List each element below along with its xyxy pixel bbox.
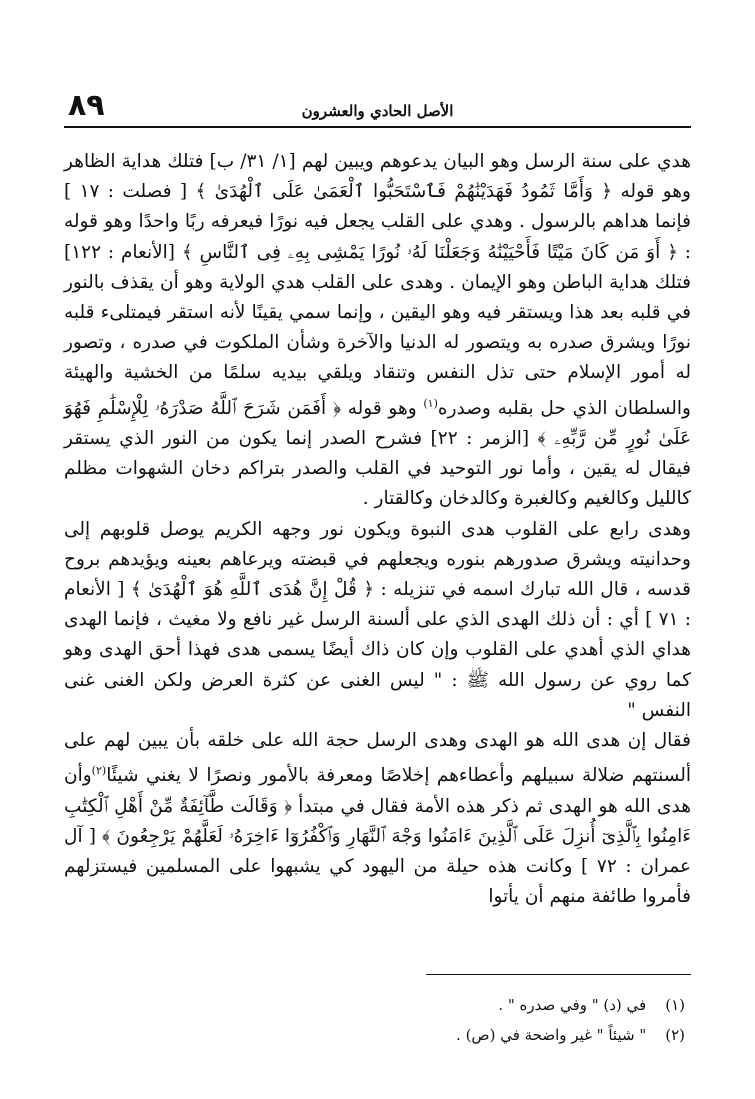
- paragraph-1-continued: وهو قوله ﴿ أَفَمَن شَرَحَ ٱللَّهُ صَدْرَهُۥ لِلْإِسْلَٰمِ فَهُوَ عَلَىٰ نُورٍ مِّن رَّبِّهِۦ ﴾ [الزمر : ٢٢] فشرح الصدر إنما يكون من النور الذي يستقر فيقال له يقين ، وأما نور التوحيد في القلب والصدر بتراكم دخان الشهوات مظلم كالليل وكالغيم وكالغبرة وكالدخان وكالقتار .: [64, 397, 691, 510]
- footnote-number: (٢): [665, 1026, 685, 1044]
- main-text: [64, 147, 691, 912]
- footnotes: [64, 990, 685, 1050]
- footnote-ref-1[interactable]: (١): [423, 396, 438, 410]
- paragraph-3-text: فقال إن هدى الله هو الهدى وهدى الرسل حجة الله على خلقه بأن يبين لهم على ألسنتهم ضلالة سبيلهم وأعطاءهم إخلاصًا ومعرفة بالأمور ونصرًا لا يغني شيئًا: [64, 730, 691, 787]
- footnote-number: (١): [665, 996, 685, 1014]
- footnote-text: في (د) " وفي صدره " .: [498, 996, 647, 1014]
- paragraph-1: [64, 147, 691, 515]
- paragraph-3: [64, 726, 691, 912]
- footnote-ref-2[interactable]: (٢): [91, 764, 107, 778]
- page-number: ٨٩: [68, 88, 105, 123]
- footnote-1: [64, 990, 685, 1020]
- footnote-text: " شيئاً " غير واضحة في (ص) .: [456, 1026, 647, 1044]
- footnote-divider: [426, 974, 691, 975]
- paragraph-1-text: هدي على سنة الرسل وهو البيان يدعوهم ويبين لهم [١/ ٣١/ ب] فتلك هداية الظاهر وهو قوله ﴿ وَأَمَّا ثَمُودُ فَهَدَيْنَٰهُمْ فَٱسْتَحَبُّوا ٱلْعَمَىٰ عَلَى ٱلْهُدَىٰ ﴾ [ فصلت : ١٧ ] فإنما هداهم بالرسول . وهدي على القلب يجعل فيه نورًا فيعرفه ربًا واحدًا وهو قوله : ﴿ أَوَ مَن كَانَ مَيْتًا فَأَحْيَيْنَٰهُ وَجَعَلْنَا لَهُۥ نُورًا يَمْشِى بِهِۦ فِى ٱلنَّاسِ ﴾ [الأنعام : ١٢٢] فتلك هداية الباطن وهو الإيمان . وهدى على القلب هدي الولاية وهو أن يقذف بالنور في قلبه بعد هذا ويستقر فيه وهو اليقين ، وإنما سمي يقينًا لأنه استقر فيمتلىء قلبه نورًا ويشرق صدره به ويتصور له الدنيا والآخرة وشأن الملكوت في صدره ، وتصور له أمور الإسلام حتى تذل النفس وتنقاد ويلقي بيديه سلمًا من الخشية والهيئة والسلطان الذي حل بقلبه وصدره: [64, 151, 691, 419]
- running-title: الأصل الحادي والعشرون: [301, 102, 454, 120]
- footnote-2: [64, 1020, 685, 1050]
- paragraph-2: وهدى رابع على القلوب هدى النبوة ويكون نور وجهه الكريم يوصل قلوبهم إلى وحدانيته ويشرق صدورهم بنوره ويجعلهم في قبضته ويرعاهم بعينه ويؤيدهم بروح قدسه ، قال الله تبارك اسمه في تنزيله : ﴿ قُلْ إِنَّ هُدَى ٱللَّهِ هُوَ ٱلْهُدَىٰ ﴾ [ الأنعام : ٧١ ] أي : أن ذلك الهدى الذي على ألسنة الرسل غير نافع ولا مغيث ، فإنما الهدى هداي الذي أهدي على القلوب وإن كان ذاك أيضًا يسمى هدى فهذا أحق الهدى وهو كما روي عن رسول الله ﷺ : " ليس الغنى عن كثرة العرض ولكن الغنى غنى النفس ": [64, 518, 691, 721]
- paragraph-3-continued: وأن هدى الله هو الهدى ثم ذكر هذه الأمة فقال في مبتدأ ﴿ وَقَالَت طَّآئِفَةٌ مِّنْ أَهْلِ ٱلْكِتَٰبِ ءَامِنُوا بِٱلَّذِىٓ أُنزِلَ عَلَى ٱلَّذِينَ ءَامَنُوا وَجْهَ ٱلنَّهَارِ وَٱكْفُرُوٓا ءَاخِرَهُۥ لَعَلَّهُمْ يَرْجِعُونَ ﴾ [ آل عمران : ٧٢ ] وكانت هذه حيلة من اليهود كي يشبهوا على المسلمين فيستزلهم فأمروا طائفة منهم أن يأتوا: [64, 765, 691, 908]
- page-header: [64, 88, 691, 128]
